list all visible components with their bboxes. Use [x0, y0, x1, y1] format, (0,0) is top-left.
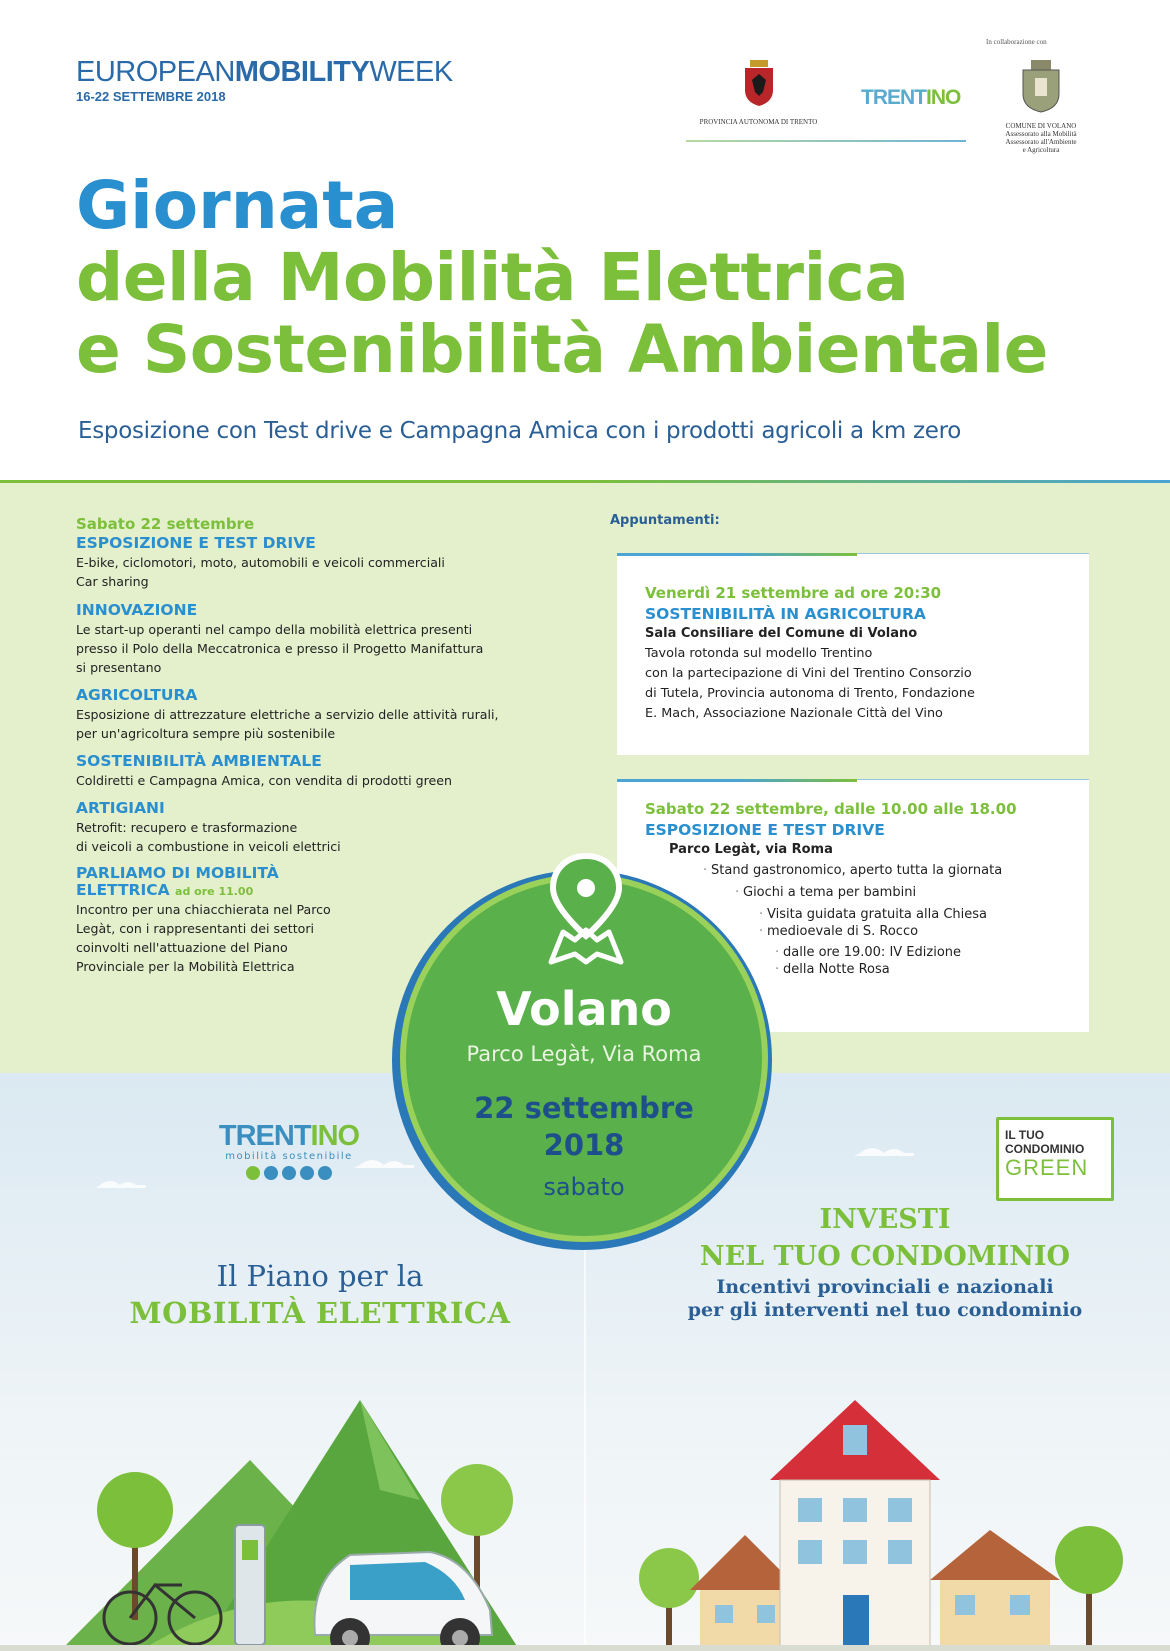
section-body: E-bike, ciclomotori, moto, automobili e veicoli commerciali Car sharing — [76, 555, 445, 589]
trentino-logo-text: TRENTINO — [218, 1120, 360, 1152]
bullet-item: · dalle ore 19.00: IV Edizione — [783, 944, 1075, 962]
volano-logo — [996, 58, 1086, 154]
section-body: Retrofit: recupero e trasformazione di veicoli a combustione in veicoli elettrici — [76, 820, 341, 854]
card-place: Sala Consiliare del Comune di Volano — [645, 626, 918, 641]
appointments-label: Appuntamenti: — [610, 513, 720, 528]
bullet-item: · Giochi a tema per bambini — [743, 884, 1075, 902]
european-mobility-week-logo — [76, 56, 453, 104]
emw-dates: 16-22 SETTEMBRE 2018 — [76, 89, 226, 104]
section-heading: INNOVAZIONE — [76, 601, 198, 619]
event-date: 22 settembre 2018 — [474, 1091, 694, 1162]
card-top-line-thin — [857, 553, 1089, 554]
illustration-scene — [0, 1380, 1170, 1651]
bullet-item: · Stand gastronomico, aperto tutta la giornata — [711, 862, 1075, 880]
appointment-card-1 — [617, 553, 1089, 755]
bullet-item-cont: · medioevale di S. Rocco — [767, 924, 1075, 940]
trentino-mobilita-logo — [214, 1120, 364, 1180]
program-date: Sabato 22 settembre — [76, 515, 255, 533]
card-top-line — [617, 553, 857, 556]
emw-title: EUROPEANMOBILITYWEEK — [76, 56, 453, 88]
title-line-1: Giornata — [76, 167, 399, 244]
train-icon — [300, 1166, 314, 1180]
event-place: Parco Legàt, Via Roma — [466, 1042, 702, 1066]
provincia-name: PROVINCIA AUTONOMA DI TRENTO — [699, 118, 818, 126]
bullet-item-cont: · della Notte Rosa — [783, 962, 1075, 978]
trentino-logo-sub: mobilità sostenibile — [225, 1151, 353, 1162]
section-heading: ARTIGIANI — [76, 799, 165, 817]
card-heading: ESPOSIZIONE E TEST DRIVE — [645, 821, 885, 839]
section-body: Coldiretti e Campagna Amica, con vendita di prodotti green — [76, 773, 452, 788]
logo-underline — [686, 140, 966, 142]
provincia-logo — [686, 58, 831, 126]
subtitle: Esposizione con Test drive e Campagna Amica con i prodotti agricoli a km zero — [78, 418, 962, 444]
section-body: Incontro per una chiacchierata nel Parco Legàt, con i rappresentanti dei settori coinvolti nell'attuazione del Piano Provinciale per la Mobilità Elettrica — [76, 902, 331, 974]
crest-icon — [742, 58, 776, 108]
card-body: Tavola rotonda sul modello Trentino con la partecipazione di Vini del Trentino Consorzio di Tutela, Provincia autonoma di Trento, Fondazione E. Mach, Associazione Nazionale Città del Vino — [645, 646, 975, 721]
bus-icon — [264, 1166, 278, 1180]
section-heading: SOSTENIBILITÀ AMBIENTALE — [76, 752, 322, 770]
card-date: Sabato 22 settembre, dalle 10.00 alle 18.00 — [645, 800, 1017, 818]
card-heading: SOSTENIBILITÀ IN AGRICOLTURA — [645, 605, 926, 623]
cable-icon — [318, 1166, 332, 1180]
section-body: Le start-up operanti nel campo della mobilità elettrica presenti presso il Polo della Meccatronica e presso il Progetto Manifattura si presentano — [76, 622, 484, 675]
main-title — [76, 167, 1048, 388]
event-city: Volano — [496, 982, 672, 1036]
section-body: Esposizione di attrezzature elettriche a servizio delle attività rurali, per un'agricoltura sempre più sostenibile — [76, 707, 499, 741]
mobility-icons — [214, 1166, 364, 1180]
title-line-2: della Mobilità Elettrica — [76, 239, 909, 316]
card-date: Venerdì 21 settembre ad ore 20:30 — [645, 584, 942, 602]
car-icon — [282, 1166, 296, 1180]
section-heading: ESPOSIZIONE E TEST DRIVE — [76, 534, 316, 552]
event-day: sabato — [543, 1173, 625, 1201]
piano-heading: Il Piano per la MOBILITÀ ELETTRICA — [129, 1259, 511, 1330]
trentino-logo: TRENTINO — [861, 86, 961, 109]
card-top-line-thin — [857, 779, 1089, 780]
title-line-3: e Sostenibilità Ambientale — [76, 311, 1048, 388]
section-heading: AGRICOLTURA — [76, 686, 198, 704]
card-place: Parco Legàt, via Roma — [669, 842, 833, 857]
section-heading: PARLIAMO DI MOBILITÀ ELETTRICA ad ore 11.00 — [76, 864, 279, 899]
partner-logos — [686, 38, 1096, 158]
condominio-green-logo: IL TUO CONDOMINIO GREEN — [996, 1117, 1114, 1201]
bike-icon — [246, 1166, 260, 1180]
comune-name: COMUNE DI VOLANO Assessorato alla Mobilità Assessorato all'Ambiente e Agricoltura — [1005, 122, 1077, 154]
map-pin-icon — [541, 850, 631, 970]
bullet-item: · Visita guidata gratuita alla Chiesa — [767, 906, 1075, 924]
investi-heading: INVESTI NEL TUO CONDOMINIO Incentivi provinciali e nazionali per gli interventi nel tuo condominio — [687, 1204, 1083, 1321]
collab-text: In collaborazione con — [986, 38, 1047, 46]
card-top-line — [617, 779, 857, 782]
volano-crest-icon — [1019, 58, 1063, 114]
